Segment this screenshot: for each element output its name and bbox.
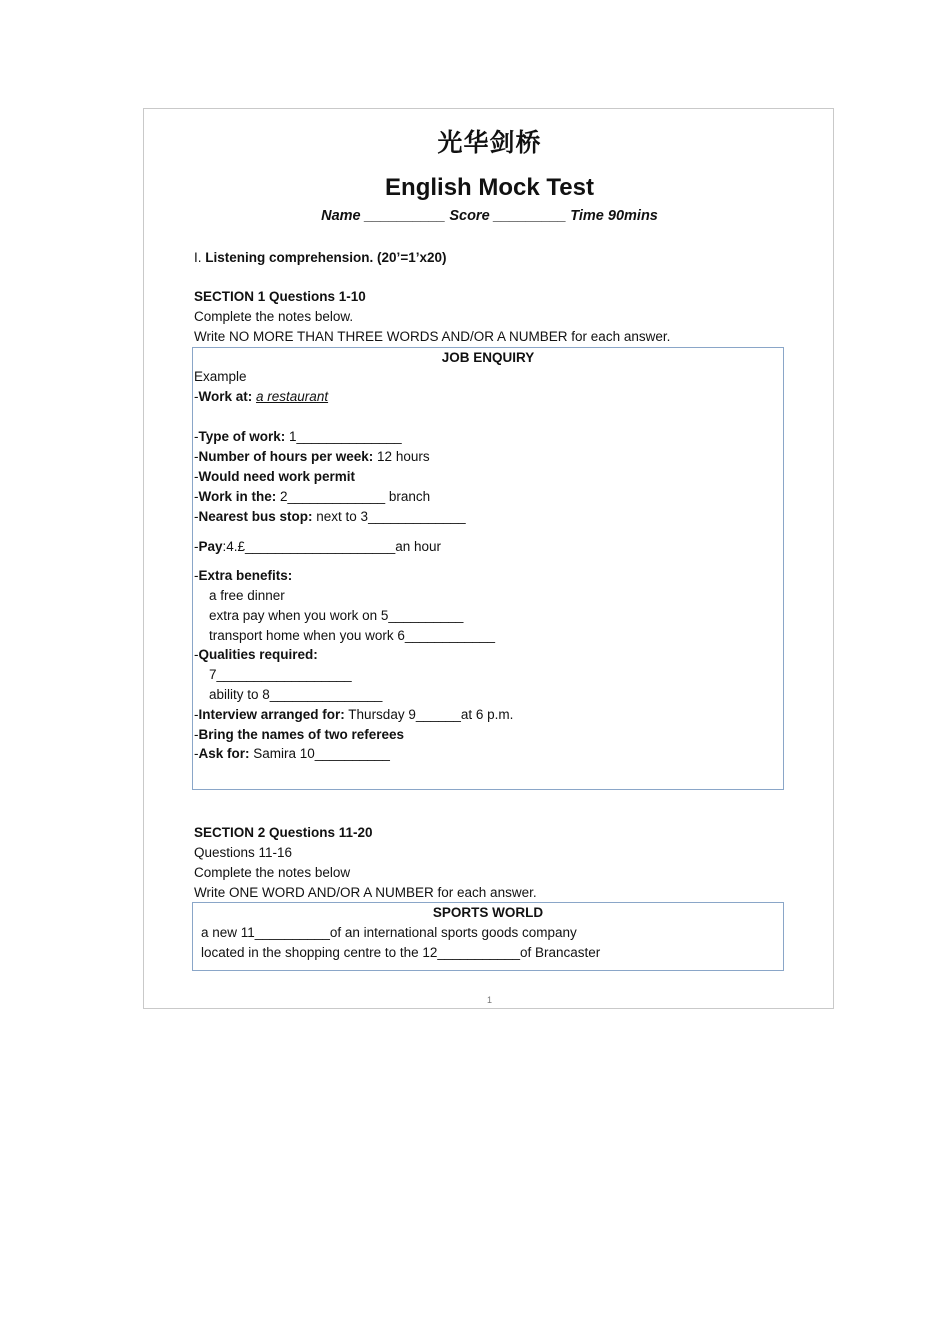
benefit-item: transport home when you work 6____________ xyxy=(209,628,495,643)
document-page xyxy=(143,108,834,1009)
part1-title: Listening comprehension. (20’=1’x20) xyxy=(205,250,447,265)
sports-world-title: SPORTS WORLD xyxy=(432,905,544,920)
answer-blank-2: 2_____________ branch xyxy=(276,489,431,504)
sports-line-12: located in the shopping centre to the 12___________of Brancaster xyxy=(201,945,601,960)
section2-instruction-2: Write ONE WORD AND/OR A NUMBER for each answer. xyxy=(194,885,537,900)
example-label: Example xyxy=(194,369,247,384)
section1-instruction-1: Complete the notes below. xyxy=(194,309,354,324)
part1-roman: I. xyxy=(194,250,202,265)
benefit-item: a free dinner xyxy=(209,588,285,603)
work-in-row: -Work in the: 2_____________ branch xyxy=(194,489,431,504)
section2-subheading: Questions 11-16 xyxy=(194,845,293,860)
hours-row: -Number of hours per week: 12 hours xyxy=(194,449,430,464)
part1-heading xyxy=(194,250,446,265)
work-at-row: -Work at: a restaurant xyxy=(194,389,329,404)
job-enquiry-box xyxy=(192,347,784,790)
type-of-work-row: -Type of work: 1______________ xyxy=(194,429,402,444)
quality-item: ability to 8_______________ xyxy=(209,687,383,702)
referees-row: -Bring the names of two referees xyxy=(194,727,405,742)
qualities-row: -Qualities required: xyxy=(194,647,318,662)
time-label: Time 90mins xyxy=(570,208,658,224)
quality-item: 7__________________ xyxy=(209,667,352,682)
sports-world-box xyxy=(192,902,784,971)
name-blank: __________ xyxy=(364,208,446,224)
section2-instruction-1: Complete the notes below xyxy=(194,865,351,880)
benefit-item: extra pay when you work on 5__________ xyxy=(209,608,464,623)
bus-stop-row: -Nearest bus stop: next to 3_____________ xyxy=(194,509,466,524)
answer-blank-3: next to 3_____________ xyxy=(312,509,466,524)
pay-row: -Pay:4.£____________________an hour xyxy=(194,539,441,554)
page-number: 1 xyxy=(486,995,492,1005)
answer-blank-9: Thursday 9______at 6 p.m. xyxy=(344,707,514,722)
answer-blank-1: 1______________ xyxy=(285,429,402,444)
interview-row: -Interview arranged for: Thursday 9______at 6 p.m. xyxy=(194,707,514,722)
name-label: Name xyxy=(321,208,361,224)
score-label: Score xyxy=(449,208,490,224)
ask-for-row: -Ask for: Samira 10__________ xyxy=(194,746,390,761)
section1-instruction-2: Write NO MORE THAN THREE WORDS AND/OR A NUMBER for each answer. xyxy=(194,329,671,344)
sports-line-11: a new 11__________of an international sports goods company xyxy=(201,925,577,940)
name-score-time-line xyxy=(144,208,835,224)
benefits-row: -Extra benefits: xyxy=(194,568,293,583)
school-name: 光华剑桥 xyxy=(437,128,542,157)
page-title: English Mock Test xyxy=(385,174,594,201)
answer-blank-10: Samira 10__________ xyxy=(249,746,390,761)
work-at-example-answer: a restaurant xyxy=(256,389,329,404)
score-blank: _________ xyxy=(493,208,567,224)
job-enquiry-title: JOB ENQUIRY xyxy=(441,350,535,365)
section2-heading: SECTION 2 Questions 11-20 xyxy=(194,825,373,840)
section1-heading: SECTION 1 Questions 1-10 xyxy=(194,289,366,304)
answer-blank-4: :4.£____________________an hour xyxy=(222,539,441,554)
work-permit-row: -Would need work permit xyxy=(194,469,356,484)
